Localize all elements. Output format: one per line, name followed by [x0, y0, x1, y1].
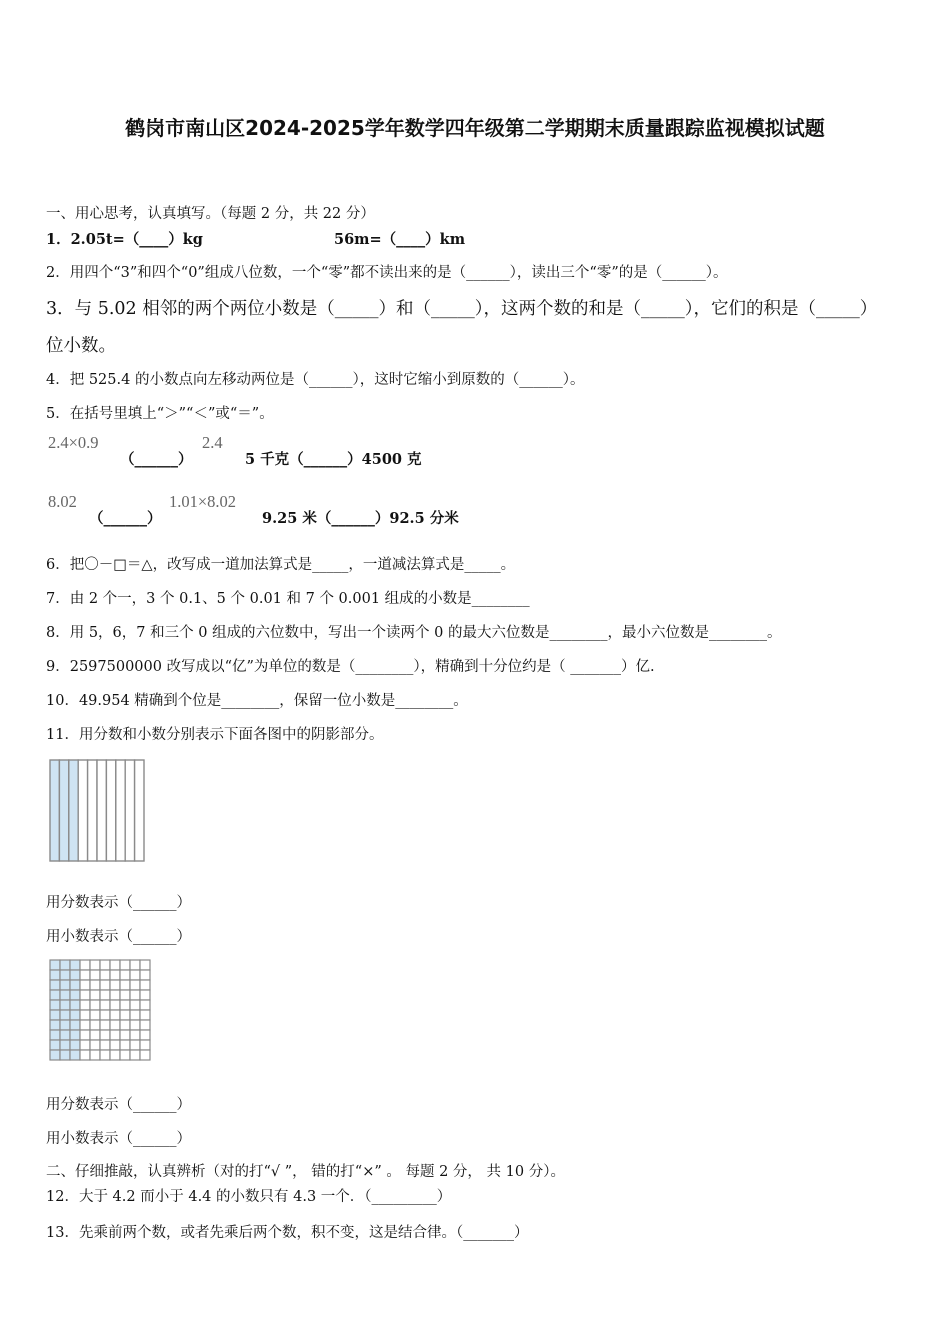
hundredth-cell: [90, 1020, 100, 1030]
hundredth-cell: [120, 1000, 130, 1010]
hundredth-cell: [80, 1020, 90, 1030]
tenth-strip: [106, 760, 115, 861]
hundredth-cell: [140, 970, 150, 980]
shaded-hundredth-cell: [50, 960, 60, 970]
hundredth-cell: [80, 1030, 90, 1040]
question-11: 11．用分数和小数分别表示下面各图中的阴影部分。: [46, 727, 384, 743]
shaded-hundredth-cell: [60, 960, 70, 970]
hundredth-cell: [90, 1030, 100, 1040]
hundredth-cell: [80, 980, 90, 990]
shaded-hundredth-cell: [60, 1010, 70, 1020]
tenth-strip: [97, 760, 106, 861]
page-title: 鹤岗市南山区2024-2025学年数学四年级第二学期期末质量跟踪监视模拟试题: [125, 116, 825, 140]
shaded-hundredth-cell: [70, 1040, 80, 1050]
hundredth-cell: [100, 1020, 110, 1030]
hundredth-cell: [140, 1030, 150, 1040]
tenth-strip: [78, 760, 87, 861]
hundredth-cell: [90, 1050, 100, 1060]
hundredth-cell: [100, 1050, 110, 1060]
hundredth-cell: [110, 1030, 120, 1040]
hundredth-cell: [130, 1000, 140, 1010]
hundredth-cell: [80, 1000, 90, 1010]
shaded-hundredth-cell: [70, 990, 80, 1000]
shaded-hundredth-cell: [50, 1000, 60, 1010]
hundredth-cell: [110, 970, 120, 980]
tenth-strip: [88, 760, 97, 861]
q5-row1-blank: （______）: [120, 451, 193, 468]
hundredth-cell: [120, 970, 130, 980]
shaded-hundredth-cell: [50, 970, 60, 980]
question-3-line1: 3．与 5.02 相邻的两个两位小数是（_____）和（_____），这两个数的和是（_____），它们的积是（_____）: [46, 299, 878, 319]
hundredth-cell: [130, 970, 140, 980]
section-1-heading: 一、用心思考，认真填写。（每题 2 分，共 22 分）: [46, 206, 375, 222]
shaded-tenth-strip: [50, 760, 59, 861]
shaded-hundredth-cell: [70, 960, 80, 970]
hundredth-cell: [90, 980, 100, 990]
shaded-hundredth-cell: [70, 1020, 80, 1030]
fig1-fraction-prompt: 用分数表示（______）: [46, 895, 191, 911]
hundredth-cell: [140, 1050, 150, 1060]
shaded-hundredth-cell: [50, 1030, 60, 1040]
hundredth-cell: [80, 1050, 90, 1060]
section-2-heading: 二、仔细推敲，认真辨析（对的打“√ ”， 错的打“×” 。 每题 2 分， 共 10 分）。: [46, 1164, 565, 1180]
tenth-strip: [125, 760, 134, 861]
question-1b: 56m=（____）km: [334, 231, 466, 248]
hundredth-cell: [90, 990, 100, 1000]
hundredth-cell: [90, 960, 100, 970]
hundredth-cell: [130, 1020, 140, 1030]
hundredth-cell: [140, 1010, 150, 1020]
hundredth-cell: [140, 990, 150, 1000]
hundredth-cell: [130, 1040, 140, 1050]
hundredth-cell: [100, 970, 110, 980]
question-6: 6．把〇－□＝△，改写成一道加法算式是_____，一道减法算式是_____。: [46, 557, 516, 573]
hundredth-cell: [110, 1010, 120, 1020]
question-9: 9．2597500000 改写成以“亿”为单位的数是（________），精确到十分位约是（ _______）亿.: [46, 659, 655, 675]
hundredth-cell: [140, 980, 150, 990]
hundredths-figure: [48, 958, 152, 1062]
shaded-hundredth-cell: [60, 970, 70, 980]
shaded-hundredth-cell: [50, 1040, 60, 1050]
shaded-hundredth-cell: [60, 990, 70, 1000]
fig2-fraction-prompt: 用分数表示（______）: [46, 1097, 191, 1113]
hundredth-cell: [110, 1050, 120, 1060]
hundredth-cell: [80, 960, 90, 970]
shaded-hundredth-cell: [70, 1000, 80, 1010]
hundredth-cell: [100, 960, 110, 970]
q5-row2-left-expression: 8.02: [48, 492, 77, 511]
hundredth-cell: [140, 1000, 150, 1010]
fig2-decimal-prompt: 用小数表示（______）: [46, 1131, 191, 1147]
hundredth-cell: [90, 1000, 100, 1010]
question-8: 8．用 5，6，7 和三个 0 组成的六位数中，写出一个读两个 0 的最大六位数是________，最小六位数是________。: [46, 625, 782, 641]
shaded-hundredth-cell: [50, 1020, 60, 1030]
tenth-strip: [135, 760, 144, 861]
hundredth-cell: [90, 1040, 100, 1050]
hundredth-cell: [110, 960, 120, 970]
shaded-hundredth-cell: [70, 980, 80, 990]
shaded-hundredth-cell: [60, 980, 70, 990]
shaded-tenth-strip: [69, 760, 78, 861]
shaded-hundredth-cell: [60, 1040, 70, 1050]
shaded-hundredth-cell: [60, 1050, 70, 1060]
hundredth-cell: [140, 1020, 150, 1030]
hundredth-cell: [110, 990, 120, 1000]
hundredth-cell: [90, 1010, 100, 1020]
hundredth-cell: [130, 1030, 140, 1040]
hundredth-cell: [120, 980, 130, 990]
question-5: 5．在括号里填上“＞”“＜”或“＝”。: [46, 406, 274, 422]
hundredth-cell: [110, 1020, 120, 1030]
q5-row1-left-expression: 2.4×0.9: [48, 433, 99, 452]
hundredth-cell: [110, 1000, 120, 1010]
hundredth-cell: [130, 1050, 140, 1060]
question-3-line2: 位小数。: [46, 336, 116, 356]
shaded-hundredth-cell: [70, 970, 80, 980]
question-7: 7．由 2 个一，3 个 0.1、5 个 0.01 和 7 个 0.001 组成的小数是________: [46, 591, 530, 607]
hundredth-cell: [120, 1030, 130, 1040]
hundredth-cell: [100, 990, 110, 1000]
hundredth-cell: [80, 1040, 90, 1050]
shaded-hundredth-cell: [60, 1030, 70, 1040]
tenth-strip: [116, 760, 125, 861]
shaded-hundredth-cell: [70, 1010, 80, 1020]
hundredth-cell: [80, 1010, 90, 1020]
shaded-hundredth-cell: [50, 1050, 60, 1060]
hundredth-cell: [110, 980, 120, 990]
shaded-hundredth-cell: [60, 1020, 70, 1030]
hundredth-cell: [80, 970, 90, 980]
shaded-tenth-strip: [59, 760, 68, 861]
q5-row1-second-comparison: 5 千克（______）4500 克: [245, 451, 422, 468]
hundredth-cell: [100, 980, 110, 990]
hundredth-cell: [120, 1010, 130, 1020]
hundredth-cell: [120, 1050, 130, 1060]
hundredth-cell: [100, 1030, 110, 1040]
fig1-decimal-prompt: 用小数表示（______）: [46, 929, 191, 945]
q5-row2-second-comparison: 9.25 米（______）92.5 分米: [262, 510, 459, 527]
question-1a: 1．2.05t=（____）kg: [46, 231, 203, 248]
hundredth-cell: [130, 990, 140, 1000]
hundredth-cell: [100, 1000, 110, 1010]
q5-row1-right-expression: 2.4: [202, 433, 223, 452]
q5-row2-blank: （______）: [89, 510, 162, 527]
question-10: 10．49.954 精确到个位是________，保留一位小数是________。: [46, 693, 468, 709]
shaded-hundredth-cell: [50, 1010, 60, 1020]
hundredth-cell: [120, 1020, 130, 1030]
hundredth-cell: [100, 1040, 110, 1050]
shaded-hundredth-cell: [60, 1000, 70, 1010]
question-12: 12．大于 4.2 而小于 4.4 的小数只有 4.3 一个．（_________）: [46, 1189, 452, 1205]
tenths-figure: [48, 758, 146, 863]
hundredth-cell: [110, 1040, 120, 1050]
q5-row2-right-expression: 1.01×8.02: [169, 492, 237, 511]
hundredth-cell: [120, 960, 130, 970]
question-13: 13．先乘前两个数，或者先乘后两个数，积不变，这是结合律。（_______）: [46, 1225, 529, 1241]
shaded-hundredth-cell: [70, 1030, 80, 1040]
shaded-hundredth-cell: [50, 980, 60, 990]
question-2: 2．用四个“3”和四个“0”组成八位数，一个“零”都不读出来的是（______），读出三个“零”的是（______）。: [46, 265, 728, 281]
shaded-hundredth-cell: [50, 990, 60, 1000]
hundredth-cell: [120, 990, 130, 1000]
shaded-hundredth-cell: [70, 1050, 80, 1060]
hundredth-cell: [120, 1040, 130, 1050]
question-4: 4．把 525.4 的小数点向左移动两位是（______），这时它缩小到原数的（______）。: [46, 372, 585, 388]
hundredth-cell: [130, 980, 140, 990]
hundredth-cell: [140, 1040, 150, 1050]
hundredth-cell: [130, 1010, 140, 1020]
hundredth-cell: [80, 990, 90, 1000]
hundredth-cell: [90, 970, 100, 980]
hundredth-cell: [140, 960, 150, 970]
hundredth-cell: [100, 1010, 110, 1020]
hundredth-cell: [130, 960, 140, 970]
